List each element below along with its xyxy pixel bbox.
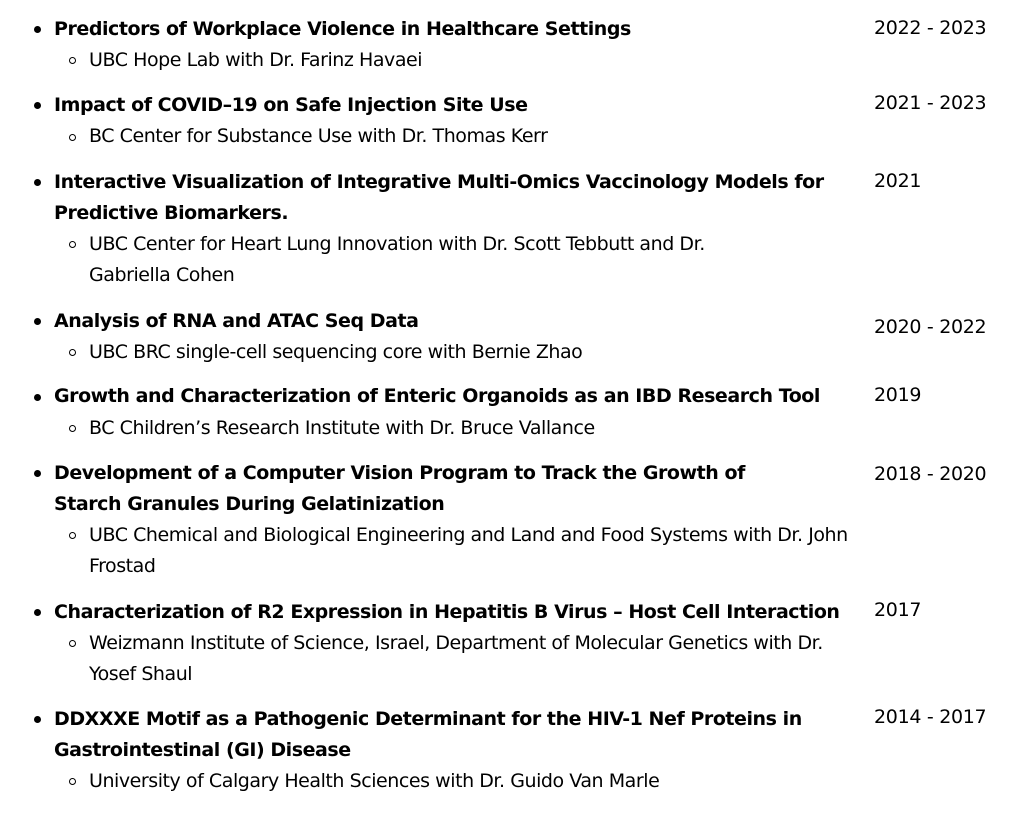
circle-bullet-icon [69, 532, 76, 539]
entry-title: Characterization of R2 Expression in Hepatitis B Virus – Host Cell Interaction [54, 601, 840, 623]
circle-bullet-icon [69, 349, 76, 356]
entry-years: 2022 - 2023 [874, 17, 987, 39]
entry-years: 2014 - 2017 [874, 706, 987, 728]
circle-bullet-icon [69, 134, 76, 141]
bullet-icon [34, 26, 41, 33]
bullet-icon [34, 394, 41, 401]
bullet-icon [34, 716, 41, 723]
entry-years: 2017 [874, 599, 922, 621]
entry-years: 2019 [874, 384, 922, 406]
entry-title: Development of a Computer Vision Program to Track the Growth of Starch Granules During Gelatinization [54, 462, 745, 515]
entry-details: UBC BRC single-cell sequencing core with Bernie Zhao [89, 341, 583, 363]
entry-title: Interactive Visualization of Integrative Multi-Omics Vaccinology Models for Predictive Biomarkers. [54, 171, 824, 224]
bullet-icon [34, 179, 41, 186]
entry-details: UBC Hope Lab with Dr. Farinz Havaei [89, 49, 423, 71]
entry-details: University of Calgary Health Sciences with Dr. Guido Van Marle [89, 770, 660, 792]
bullet-icon [34, 470, 41, 477]
entry-years: 2021 [874, 170, 922, 192]
entry-details: UBC Center for Heart Lung Innovation with Dr. Scott Tebbutt and Dr. Gabriella Cohen [89, 233, 705, 286]
entry-title: Analysis of RNA and ATAC Seq Data [54, 310, 419, 332]
bullet-icon [34, 609, 41, 616]
circle-bullet-icon [69, 241, 76, 248]
circle-bullet-icon [69, 57, 76, 64]
entry-title: Predictors of Workplace Violence in Healthcare Settings [54, 18, 631, 40]
circle-bullet-icon [69, 778, 76, 785]
entry-years: 2018 - 2020 [874, 463, 987, 485]
entry-years: 2020 - 2022 [874, 316, 987, 338]
entry-title: DDXXXE Motif as a Pathogenic Determinant for the HIV-1 Nef Proteins in Gastrointestinal (GI) Disease [54, 708, 802, 761]
bullet-icon [34, 318, 41, 325]
entry-details: BC Children’s Research Institute with Dr. Bruce Vallance [89, 417, 595, 439]
entry-details: BC Center for Substance Use with Dr. Thomas Kerr [89, 125, 548, 147]
bullet-icon [34, 102, 41, 109]
entry-details: Weizmann Institute of Science, Israel, Department of Molecular Genetics with Dr. Yosef Shaul [89, 632, 823, 685]
entry-title: Impact of COVID–19 on Safe Injection Site Use [54, 94, 528, 116]
circle-bullet-icon [69, 425, 76, 432]
entry-title: Growth and Characterization of Enteric Organoids as an IBD Research Tool [54, 385, 820, 407]
entry-years: 2021 - 2023 [874, 92, 987, 114]
entry-details: UBC Chemical and Biological Engineering and Land and Food Systems with Dr. John Frostad [89, 524, 848, 577]
circle-bullet-icon [69, 640, 76, 647]
